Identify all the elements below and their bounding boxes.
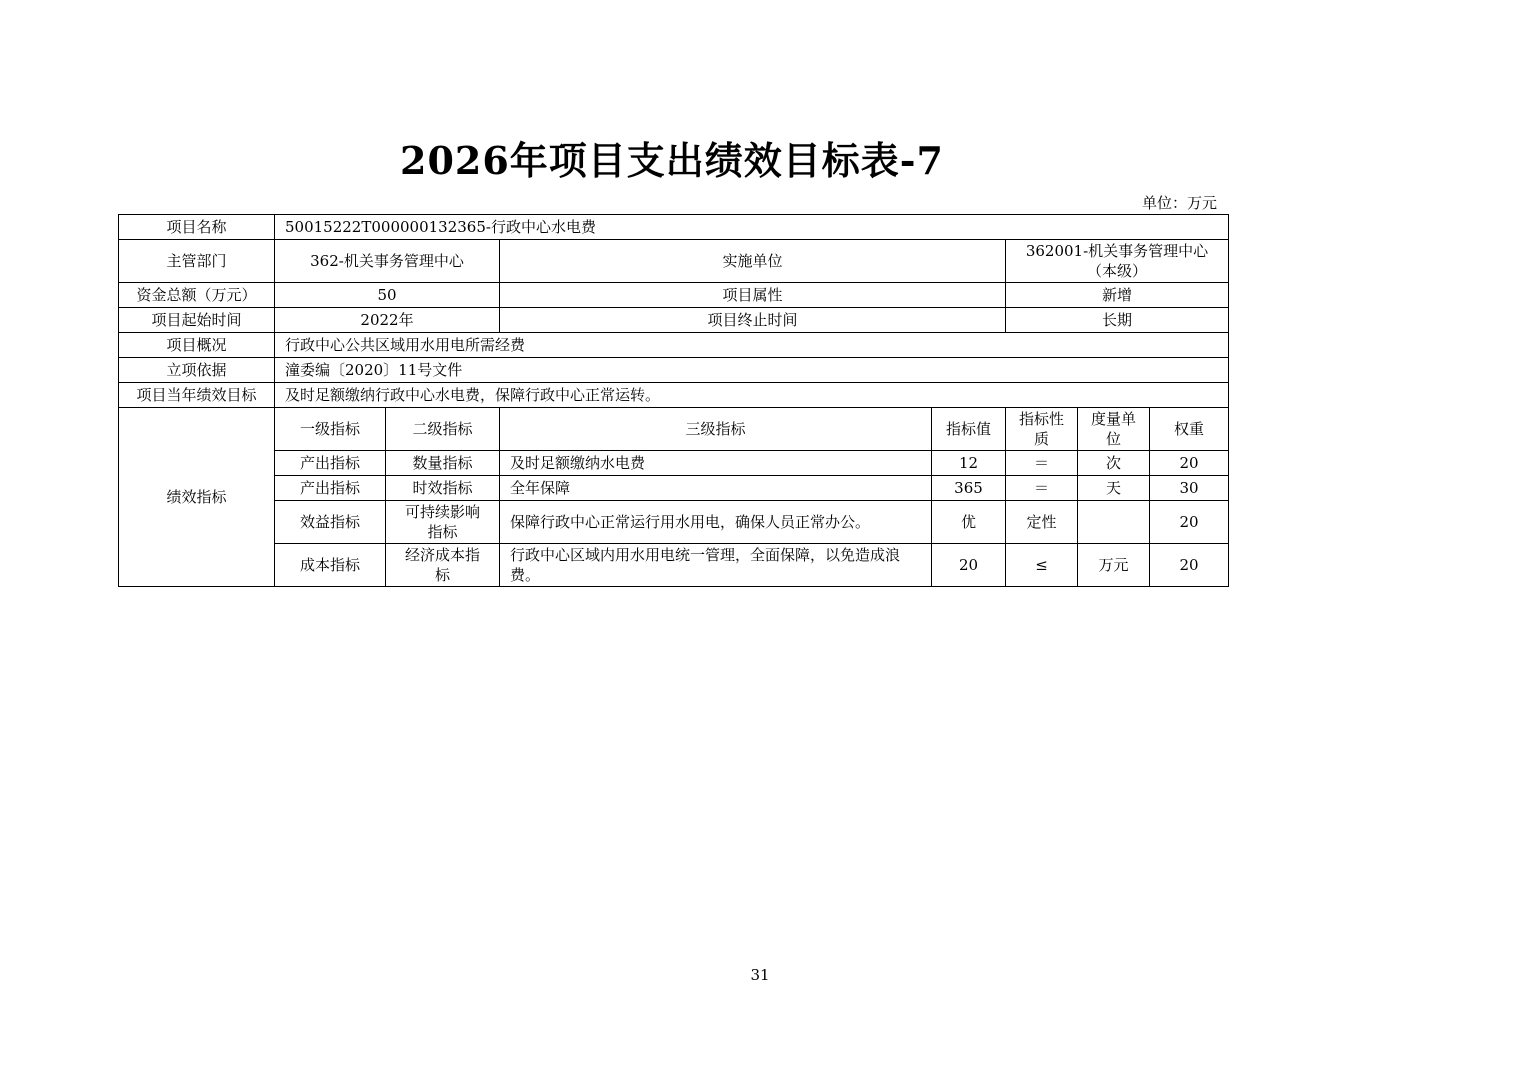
- start-label: 项目起始时间: [119, 308, 275, 333]
- end-value: 长期: [1006, 308, 1229, 333]
- indicator-weight: 20: [1150, 544, 1229, 587]
- overview-label: 项目概况: [119, 333, 275, 358]
- project-name-value: 50015222T000000132365-行政中心水电费: [275, 215, 1229, 240]
- header-level3: 三级指标: [500, 408, 932, 451]
- header-weight: 权重: [1150, 408, 1229, 451]
- indicator-value: 365: [932, 476, 1006, 501]
- attr-value: 新增: [1006, 283, 1229, 308]
- row-goal: [119, 383, 1229, 408]
- row-fund: [119, 283, 1229, 308]
- indicator-level2: [386, 501, 500, 544]
- header-unit-line1: 度量单: [1090, 410, 1136, 428]
- fund-label: 资金总额（万元）: [119, 283, 275, 308]
- basis-value: 潼委编〔2020〕11号文件: [275, 358, 1229, 383]
- header-nature: [1006, 408, 1078, 451]
- overview-value: 行政中心公共区域用水用电所需经费: [275, 333, 1229, 358]
- indicator-nature: ＝: [1006, 451, 1078, 476]
- header-unit: [1078, 408, 1150, 451]
- indicator-unit: 万元: [1078, 544, 1150, 587]
- indicator-row: [119, 451, 1229, 476]
- indicator-value: 12: [932, 451, 1006, 476]
- performance-target-table: [118, 214, 1229, 587]
- indicators-section-label: 绩效指标: [119, 408, 275, 587]
- indicator-row: [119, 544, 1229, 587]
- indicator-level3: 全年保障: [500, 476, 932, 501]
- header-unit-line2: 位: [1105, 430, 1121, 448]
- indicator-unit: 天: [1078, 476, 1150, 501]
- indicator-level2: 数量指标: [386, 451, 500, 476]
- row-basis: [119, 358, 1229, 383]
- impl-label: 实施单位: [500, 240, 1006, 283]
- indicator-value: 优: [932, 501, 1006, 544]
- indicator-weight: 30: [1150, 476, 1229, 501]
- start-value: 2022年: [275, 308, 500, 333]
- row-overview: [119, 333, 1229, 358]
- indicator-weight: 20: [1150, 501, 1229, 544]
- impl-value-line1: 362001-机关事务管理中心: [1025, 242, 1209, 260]
- indicator-level2-line1: 可持续影响: [404, 503, 480, 521]
- indicator-unit: [1078, 501, 1150, 544]
- indicator-nature: ≤: [1006, 544, 1078, 587]
- indicator-value: 20: [932, 544, 1006, 587]
- goal-label: 项目当年绩效目标: [119, 383, 275, 408]
- project-name-label: 项目名称: [119, 215, 275, 240]
- indicator-level3: 行政中心区域内用水用电统一管理，全面保障，以免造成浪费。: [500, 544, 932, 587]
- impl-value-line2: （本级）: [1087, 262, 1148, 280]
- indicator-row: [119, 501, 1229, 544]
- fund-value: 50: [275, 283, 500, 308]
- indicator-level3: 及时足额缴纳水电费: [500, 451, 932, 476]
- document-title: 2026年项目支出绩效目标表-7: [400, 138, 944, 183]
- indicator-level2-line2: 标: [434, 566, 450, 584]
- dept-label: 主管部门: [119, 240, 275, 283]
- header-value: 指标值: [932, 408, 1006, 451]
- indicator-level1: 产出指标: [275, 451, 386, 476]
- indicator-level3: 保障行政中心正常运行用水用电，确保人员正常办公。: [500, 501, 932, 544]
- indicator-nature: ＝: [1006, 476, 1078, 501]
- indicator-nature: 定性: [1006, 501, 1078, 544]
- indicator-level2: 时效指标: [386, 476, 500, 501]
- indicator-weight: 20: [1150, 451, 1229, 476]
- indicator-unit: 次: [1078, 451, 1150, 476]
- indicator-level2-line2: 指标: [427, 523, 458, 541]
- basis-label: 立项依据: [119, 358, 275, 383]
- indicator-level2: [386, 544, 500, 587]
- dept-value: 362-机关事务管理中心: [275, 240, 500, 283]
- header-nature-line2: 质: [1033, 430, 1049, 448]
- indicator-header-row: [119, 408, 1229, 451]
- header-level1: 一级指标: [275, 408, 386, 451]
- page-number: 31: [750, 966, 770, 984]
- indicator-level1: 成本指标: [275, 544, 386, 587]
- header-level2: 二级指标: [386, 408, 500, 451]
- goal-value: 及时足额缴纳行政中心水电费，保障行政中心正常运转。: [275, 383, 1229, 408]
- unit-label: 单位：万元: [1141, 194, 1217, 212]
- row-project-name: [119, 215, 1229, 240]
- impl-value: [1006, 240, 1229, 283]
- row-period: [119, 308, 1229, 333]
- indicator-level1: 效益指标: [275, 501, 386, 544]
- indicator-level1: 产出指标: [275, 476, 386, 501]
- row-department: [119, 240, 1229, 283]
- attr-label: 项目属性: [500, 283, 1006, 308]
- end-label: 项目终止时间: [500, 308, 1006, 333]
- header-nature-line1: 指标性: [1018, 410, 1064, 428]
- indicator-level2-line1: 经济成本指: [404, 546, 480, 564]
- indicator-row: [119, 476, 1229, 501]
